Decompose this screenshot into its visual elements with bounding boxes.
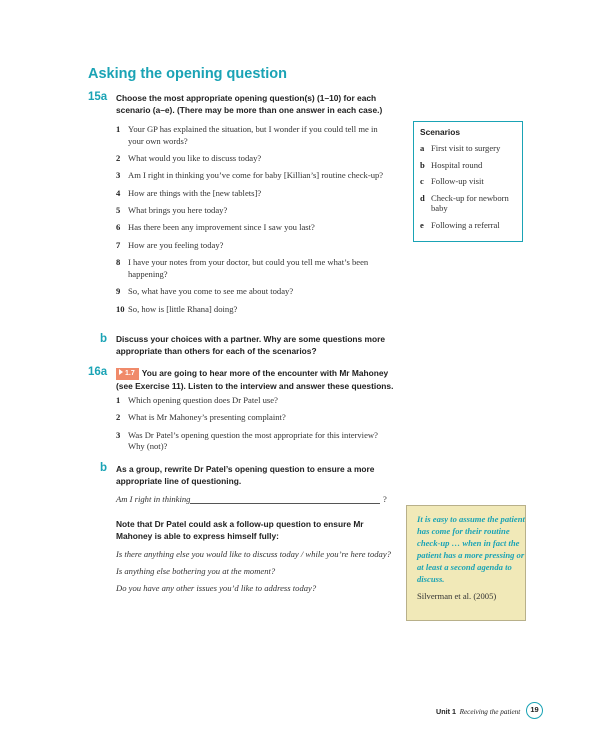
exercise-number-15a: 15a	[88, 91, 108, 103]
list-item	[116, 222, 386, 234]
list-item	[116, 304, 386, 316]
play-icon	[119, 369, 123, 375]
question-text: How are you feeling today?	[128, 239, 224, 250]
list-item	[420, 143, 522, 154]
question-text: Has there been any improvement since I saw you last?	[128, 222, 315, 233]
follow-up-question: Is there anything else you would like to discuss today / while you’re here today?	[116, 549, 391, 559]
question-text: What is Mr Mahoney’s presenting complaint?	[128, 412, 286, 423]
prompt-question-mark: ?	[383, 494, 387, 504]
question-number: 10	[116, 303, 125, 314]
list-item	[420, 160, 522, 171]
page-footer	[436, 707, 520, 716]
list-item	[116, 412, 386, 424]
question-text: I have your notes from your doctor, but could you tell me what’s been happening?	[128, 257, 369, 279]
list-item	[116, 395, 386, 407]
scenarios-box	[413, 121, 523, 242]
list-item	[420, 176, 522, 187]
page-number: 19	[526, 702, 543, 719]
list-item	[116, 430, 386, 453]
list-item	[116, 240, 386, 252]
scenario-letter: a	[420, 143, 425, 153]
scenario-letter: d	[420, 192, 425, 203]
audio-track-badge[interactable]	[116, 368, 139, 380]
scenario-letter: e	[420, 219, 424, 230]
question-number: 1	[116, 395, 121, 405]
question-number: 3	[116, 429, 121, 440]
exercise-letter-15b: b	[100, 333, 108, 345]
exercise-15a-question-list	[116, 124, 386, 321]
quote-source: Silverman et al. (2005)	[417, 591, 497, 601]
question-text: How are things with the [new tablets]?	[128, 187, 262, 198]
question-number: 6	[116, 222, 121, 233]
page-title: Asking the opening question	[88, 66, 287, 82]
rewrite-prompt: Am I right in thinking	[116, 494, 191, 504]
question-text: Am I right in thinking you’ve come for baby [Killian’s] routine check-up?	[128, 170, 384, 181]
exercise-16a-instruction	[116, 368, 406, 392]
scenario-text: First visit to surgery	[431, 143, 501, 153]
footer-unit: Unit 1	[436, 707, 456, 716]
list-item	[116, 257, 386, 280]
exercise-15a-instruction: Choose the most appropriate opening question(s) (1–10) for each scenario (a–e). (There may be more than one answer in each case.)	[116, 93, 383, 115]
footer-title: Receiving the patient	[459, 708, 521, 716]
question-number: 2	[116, 412, 121, 423]
question-number: 2	[116, 152, 121, 163]
list-item	[116, 205, 386, 217]
exercise-number-16a: 16a	[88, 366, 108, 378]
question-number: 5	[116, 205, 121, 216]
scenario-text: Following a referral	[431, 219, 500, 230]
question-number: 8	[116, 257, 121, 268]
scenario-text: Check-up for newborn baby	[431, 192, 509, 213]
scenario-text: Follow-up visit	[431, 176, 484, 186]
scenario-letter: c	[420, 176, 424, 186]
question-number: 4	[116, 187, 121, 198]
question-number: 1	[116, 124, 121, 134]
exercise-15b-instruction: Discuss your choices with a partner. Why are some questions more appropriate than others for each of the scenarios?	[116, 334, 386, 356]
list-item	[116, 170, 386, 182]
scenario-letter: b	[420, 159, 425, 170]
list-item	[116, 124, 386, 147]
question-text: What brings you here today?	[128, 205, 228, 216]
question-number: 9	[116, 286, 121, 297]
exercise-letter-16b: b	[100, 462, 108, 474]
follow-up-note: Note that Dr Patel could ask a follow-up question to ensure Mr Mahoney is able to express himself fully:	[116, 519, 364, 541]
quote-note	[406, 505, 526, 621]
question-number: 3	[116, 170, 121, 181]
question-text: Your GP has explained the situation, but I wonder if you could tell me in your own words?	[128, 124, 378, 146]
list-item	[420, 220, 522, 231]
audio-track-number: 1.7	[125, 370, 135, 377]
list-item	[116, 286, 386, 298]
exercise-16a-instruction-text: You are going to hear more of the encounter with Mr Mahoney (see Exercise 11). Listen to the interview and answer these questions.	[116, 368, 394, 391]
exercise-16b-instruction: As a group, rewrite Dr Patel’s opening question to ensure a more appropriate line of questioning.	[116, 464, 375, 486]
quote-text: It is easy to assume the patient has come for their routine check-up … when in fact the patient has a more pressing or at least a second agenda to discuss.	[417, 514, 525, 584]
answer-line[interactable]	[190, 503, 380, 504]
question-text: Was Dr Patel’s opening question the most appropriate for this interview? Why (not)?	[128, 429, 378, 452]
list-item	[116, 153, 386, 165]
scenarios-title: Scenarios	[420, 127, 461, 137]
exercise-16a-question-list	[116, 395, 386, 459]
question-number: 7	[116, 239, 121, 250]
list-item	[116, 188, 386, 200]
follow-up-question: Do you have any other issues you’d like to address today?	[116, 583, 317, 593]
list-item	[420, 193, 522, 214]
question-text: Which opening question does Dr Patel use?	[128, 395, 278, 405]
question-text: What would you like to discuss today?	[128, 152, 262, 163]
follow-up-question: Is anything else bothering you at the moment?	[116, 566, 276, 576]
scenario-text: Hospital round	[431, 159, 483, 170]
question-text: So, what have you come to see me about today?	[128, 286, 294, 297]
question-text: So, how is [little Rhana] doing?	[128, 303, 238, 314]
